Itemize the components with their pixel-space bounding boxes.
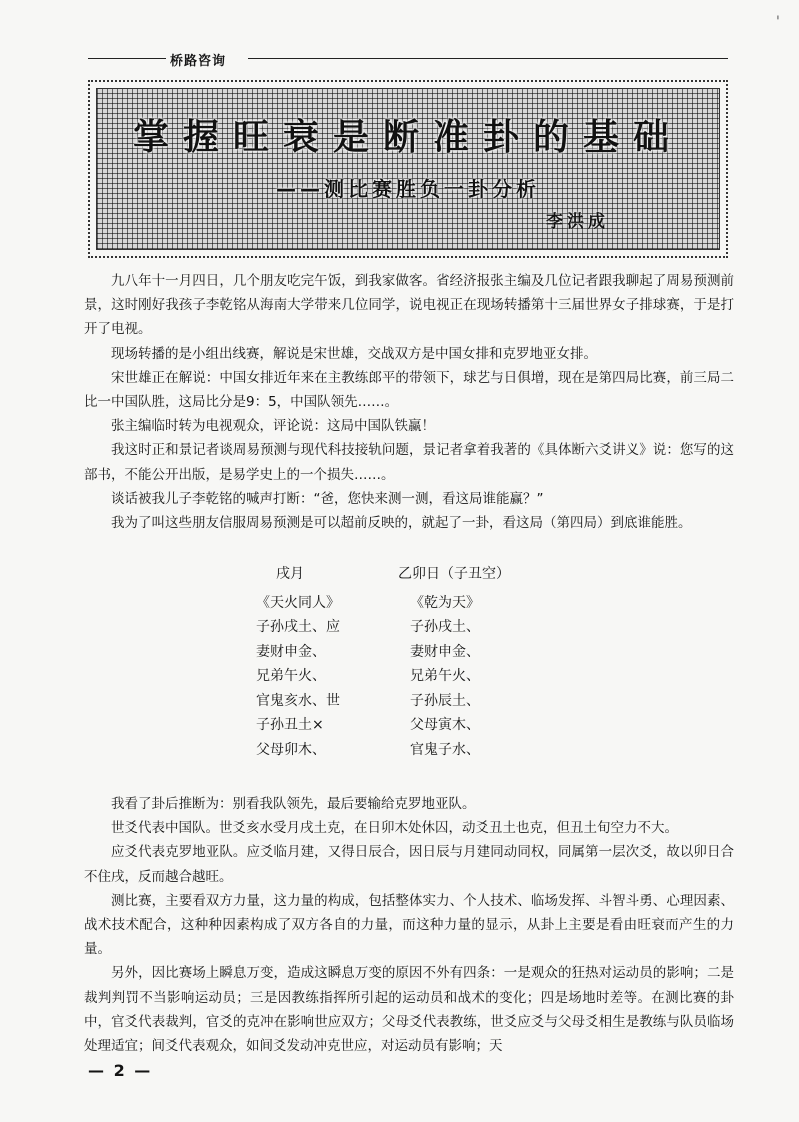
hexagram-line: 妻财申金、 [256,643,326,660]
header-rule-right [248,58,728,59]
hexagram-line: 妻财申金、 [410,643,480,660]
paragraph: 张主编临时转为电视观众，评论说：这局中国队铁赢！ [111,418,435,435]
hexagram-line: 父母卯木、 [256,741,326,758]
body-bottom [84,792,734,1058]
article-subtitle: ——测比赛胜负一卦分析 [276,177,540,201]
hexagram-line: 子孙丑土× [256,717,324,733]
paragraph: 我看了卦后推断为：别看我队领先，最后要输给克罗地亚队。 [111,796,476,812]
margin-mark: ' [776,14,780,30]
author-byline: 李洪成 [546,212,609,232]
hexagram-line: 官鬼亥水、世 [256,692,340,709]
month-label: 戌月 [276,566,304,582]
paragraph: 我为了叫这些朋友信服周易预测是可以超前反映的，就起了一卦，看这局（第四局）到底谁能胜。 [111,515,692,532]
hexagram-line: 兄弟午火、 [410,668,480,684]
paragraph: 世爻代表中国队。世爻亥水受月戌土克，在日卯木处休囚，动爻丑土也克，但丑土旬空力不大。 [111,820,678,837]
hexagram-name: 《乾为天》 [410,594,480,611]
paragraph: 九八年十一月四日，几个朋友吃完午饭，到我家做客。省经济报张主编及几位记者跟我聊起了周易预测前景，这时刚好我孩子李乾铭从海南大学带来几位同学，说电视正在现场转播第十三届世界女子排球赛，于是打开了电视。 [84,273,734,338]
day-label: 乙卯日（子丑空） [398,566,510,582]
paragraph: 应爻代表克罗地亚队。应爻临月建，又得日辰合，因日辰与月建同动同权，同属第一层次爻，故以卯日合不住戌，反而越合越旺。 [84,844,734,885]
hexagram-line: 子孙戌土、应 [256,619,340,635]
hexagram-line: 子孙辰土、 [410,692,480,709]
body-top [84,269,734,535]
paragraph: 宋世雄正在解说：中国女排近年来在主教练郎平的带领下，球艺与日俱增，现在是第四局比赛，前三局二比一中国队胜，这局比分是9：5，中国队领先……。 [84,369,734,411]
hexagram-changed [398,562,510,762]
title-box [88,80,728,258]
paragraph: 另外，因比赛场上瞬息万变，造成这瞬息万变的原因不外有四条：一是观众的狂热对运动员的影响；二是裁判判罚不当影响运动员；三是因教练指挥所引起的运动员和战术的变化；四是场地时差等。在测比赛的卦中，官爻代表裁判，官爻的克冲在影响世应双方；父母爻代表教练，世爻应爻与父母爻相生是教练与队员临场处理适宜；间爻代表观众，如间爻发动冲克世应，对运动员有影响；天 [84,965,734,1055]
hexagram-line: 官鬼子水、 [410,741,480,758]
hexagram-line: 子孙戌土、 [410,619,480,635]
title-pattern-panel [96,88,720,250]
header-rule-left [88,58,166,59]
hexagram-original [256,562,340,762]
paragraph: 现场转播的是小组出线赛，解说是宋世雄，交战双方是中国女排和克罗地亚女排。 [111,345,597,362]
article-title: 掌握旺衰是断准卦的基础 [132,117,683,158]
hexagram-name: 《天火同人》 [256,594,340,611]
hexagram-line: 父母寅木、 [410,717,480,733]
running-header [88,50,728,68]
paragraph: 谈话被我儿子李乾铭的喊声打断：“爸，您快来测一测，看这局谁能赢？” [111,490,544,507]
header-label: 桥路咨询 [170,54,227,69]
paragraph: 我这时正和景记者谈周易预测与现代科技接轨问题，景记者拿着我著的《具体断六爻讲义》说：您写的这部书，不能公开出版，是易学史上的一个损失……。 [84,442,734,483]
hexagram-line: 兄弟午火、 [256,668,326,684]
page-number: — 2 — [88,1061,153,1080]
paragraph: 测比赛，主要看双方力量，这力量的构成，包括整体实力、个人技术、临场发挥、斗智斗勇、心理因素、战术技术配合，这种种因素构成了双方各自的力量，而这种力量的显示，从卦上主要是看由旺衰而产生的力量。 [84,892,734,958]
